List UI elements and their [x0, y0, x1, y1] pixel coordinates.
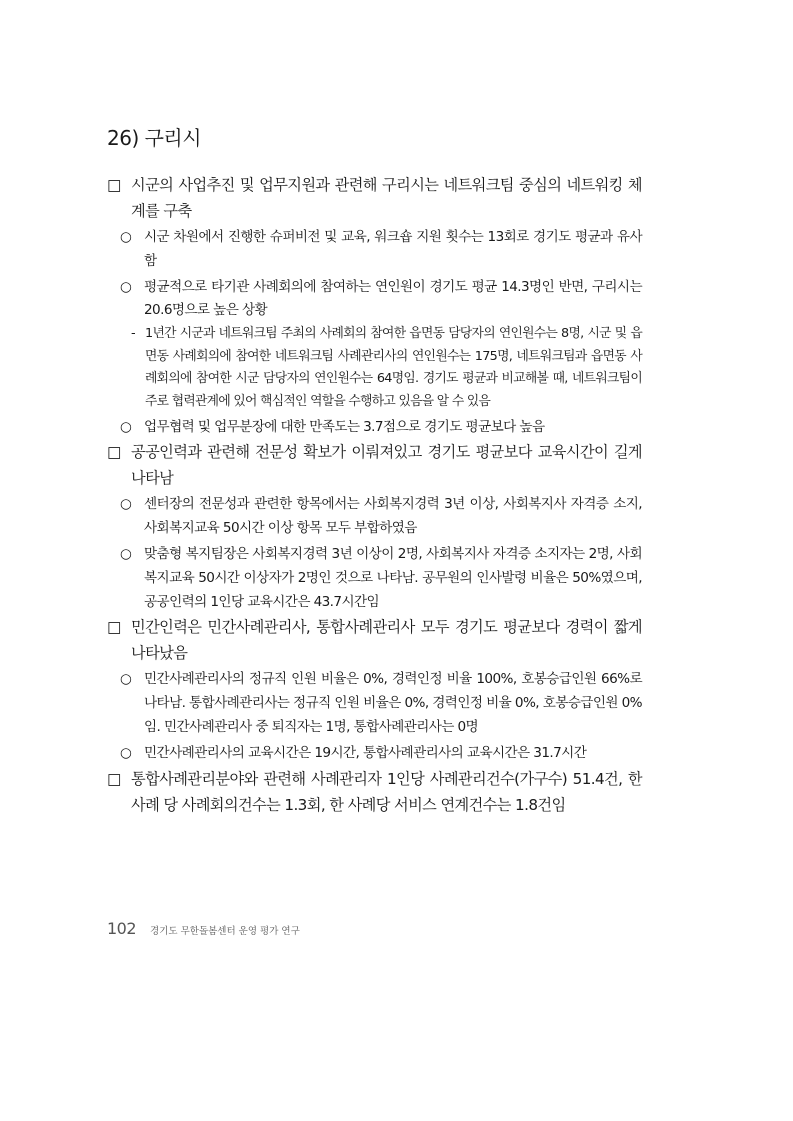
section-title: 26) 구리시	[107, 126, 202, 150]
bullet-item	[107, 614, 642, 666]
circle-bullet-icon: ○	[120, 278, 132, 295]
circle-bullet-icon: ○	[120, 418, 132, 435]
sub-bullet-item	[107, 668, 642, 739]
bullet-text: 시군의 사업추진 및 업무지원과 관련해 구리시는 네트워크팀 중심의 네트워킹 체계를 구축	[131, 176, 642, 220]
sub-bullet-text: 센터장의 전문성과 관련한 항목에서는 사회복지경력 3년 이상, 사회복지사 자격증 소지, 사회복지교육 50시간 이상 항목 모두 부합하였음	[144, 496, 642, 537]
sub-bullet-text: 시군 차원에서 진행한 슈퍼비전 및 교육, 워크숍 지원 횟수는 13회로 경기도 평균과 유사함	[144, 229, 642, 269]
square-bullet-icon: □	[107, 176, 121, 194]
section-body	[107, 172, 642, 820]
bullet-item	[107, 439, 642, 491]
sub-bullet-item	[107, 226, 642, 274]
circle-bullet-icon: ○	[120, 671, 132, 688]
page-number: 102	[107, 919, 137, 938]
dash-item	[107, 323, 642, 413]
circle-bullet-icon: ○	[120, 744, 132, 761]
sub-bullet-item	[107, 493, 642, 541]
square-bullet-icon: □	[107, 618, 121, 637]
bullet-item	[107, 766, 642, 818]
running-title: 경기도 무한돌봄센터 운영 평가 연구	[150, 926, 300, 937]
sub-bullet-text: 민간사례관리사의 교육시간은 19시간, 통합사례관리사의 교육시간은 31.7시간	[144, 744, 587, 761]
bullet-text: 민간인력은 민간사례관리사, 통합사례관리사 모두 경기도 평균보다 경력이 짧게 나타났음	[131, 618, 642, 663]
square-bullet-icon: □	[107, 769, 121, 788]
sub-bullet-item	[107, 742, 642, 766]
bullet-item	[107, 172, 642, 224]
page-footer	[107, 919, 300, 938]
sub-bullet-item	[107, 276, 642, 324]
sub-bullet-item	[107, 543, 642, 614]
square-bullet-icon: □	[107, 443, 121, 462]
circle-bullet-icon: ○	[120, 229, 132, 245]
dash-text: 1년간 시군과 네트워크팀 주최의 사례회의 참여한 읍면동 담당자의 연인원수는 8명, 시군 및 읍면동 사례회의에 참여한 네트워크팀 사례관리사의 연인원수는 175명, 네트워크팀과 읍면동 사례회의에 참여한 시군 담당자의 연인원수는 64명임. 경기도 평균과 비교해볼 때, 네트워크팀이 주로 협력관계에 있어 핵심적인 역할을 수행하고 있음을 알 수 있음	[145, 326, 642, 409]
sub-bullet-text: 업무협력 및 업무분장에 대한 만족도는 3.7점으로 경기도 평균보다 높음	[144, 418, 545, 435]
bullet-text: 공공인력과 관련해 전문성 확보가 이뤄져있고 경기도 평균보다 교육시간이 길게 나타남	[131, 443, 642, 488]
bullet-text: 통합사례관리분야와 관련해 사례관리자 1인당 사례관리건수(가구수) 51.4건, 한 사례 당 사례회의건수는 1.3회, 한 사례당 서비스 연계건수는 1.8건임	[131, 769, 642, 814]
sub-bullet-item	[107, 416, 642, 440]
sub-bullet-text: 평균적으로 타기관 사례회의에 참여하는 연인원이 경기도 평균 14.3명인 반면, 구리시는 20.6명으로 높은 상황	[144, 278, 642, 319]
circle-bullet-icon: ○	[120, 496, 132, 513]
sub-bullet-text: 민간사례관리사의 정규직 인원 비율은 0%, 경력인정 비율 100%, 호봉승급인원 66%로 나타남. 통합사례관리사는 정규직 인원 비율은 0%, 경력인정 비율 0%, 호봉승급인원 0%임. 민간사례관리사 중 퇴직자는 1명, 통합사례관리사는 0명	[144, 671, 642, 735]
circle-bullet-icon: ○	[120, 545, 132, 562]
dash-bullet-icon: -	[131, 326, 135, 342]
sub-bullet-text: 맞춤형 복지팀장은 사회복지경력 3년 이상이 2명, 사회복지사 자격증 소지자는 2명, 사회복지교육 50시간 이상자가 2명인 것으로 나타남. 공무원의 인사발령 비율은 50%였으며, 공공인력의 1인당 교육시간은 43.7시간임	[144, 545, 642, 610]
